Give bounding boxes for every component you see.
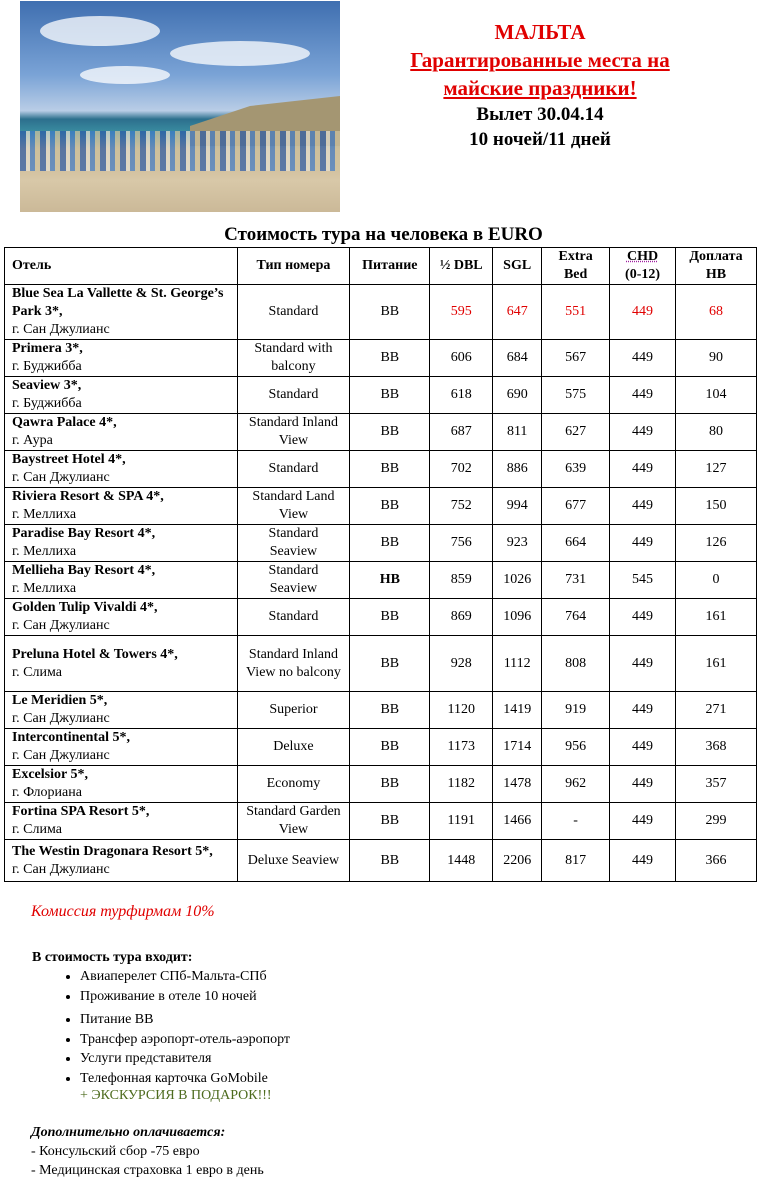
table-row: [5, 525, 757, 562]
price-sgl: 923: [493, 525, 542, 562]
hotel-city: г. Сан Джулианс: [12, 618, 110, 633]
hotel-cell: [5, 729, 238, 766]
room-type: Standard: [237, 451, 350, 488]
hotel-name: Blue Sea La Vallette & St. George’s Park 3*,: [12, 286, 224, 319]
price-table: [4, 247, 757, 882]
price-chd: 449: [610, 803, 676, 840]
hotel-city: г. Сан Джулианс: [12, 861, 110, 877]
hotel-cell: [5, 285, 238, 340]
meal-plan: BB: [350, 692, 430, 729]
price-half-dbl: 1182: [430, 766, 493, 803]
price-chd: 449: [610, 692, 676, 729]
departure-date: Вылет 30.04.14: [476, 104, 604, 125]
included-item: • Телефонная карточка GoMobile: [80, 1069, 290, 1089]
room-type: Standard: [237, 285, 350, 340]
room-type: Economy: [237, 766, 350, 803]
hotel-cell: [5, 414, 238, 451]
title-block: [380, 18, 700, 152]
price-hb-supplement: 299: [676, 803, 757, 840]
price-hb-supplement: 161: [676, 599, 757, 636]
price-chd: 449: [610, 729, 676, 766]
hotel-cell: [5, 803, 238, 840]
table-row: [5, 451, 757, 488]
table-row: [5, 636, 757, 692]
room-type: Standard Garden View: [237, 803, 350, 840]
table-row: [5, 692, 757, 729]
included-list: [54, 967, 290, 1088]
col-room-type: Тип номера: [237, 248, 350, 285]
extra-costs-title: Дополнительно оплачивается:: [31, 1125, 226, 1140]
price-extra-bed: 808: [542, 636, 610, 692]
hotel-cell: [5, 636, 238, 692]
meal-plan: BB: [350, 525, 430, 562]
hotel-name: Fortina SPA Resort 5*,: [12, 804, 150, 819]
table-row: [5, 414, 757, 451]
room-type: Standard Inland View: [237, 414, 350, 451]
hotel-name: Seaview 3*,: [12, 378, 82, 393]
price-hb-supplement: 126: [676, 525, 757, 562]
meal-plan: BB: [350, 451, 430, 488]
hotel-cell: [5, 377, 238, 414]
col-meal: Питание: [350, 248, 430, 285]
meal-plan: BB: [350, 803, 430, 840]
price-extra-bed: 575: [542, 377, 610, 414]
table-row: [5, 840, 757, 882]
hotel-city: г. Сан Джулианс: [12, 322, 110, 337]
room-type: Standard Seaview: [237, 562, 350, 599]
price-hb-supplement: 271: [676, 692, 757, 729]
included-item: • Услуги представителя: [80, 1049, 290, 1069]
hotel-cell: [5, 562, 238, 599]
table-row: [5, 285, 757, 340]
col-half-dbl: ½ DBL: [430, 248, 493, 285]
price-extra-bed: 764: [542, 599, 610, 636]
price-sgl: 886: [493, 451, 542, 488]
tour-duration: 10 ночей/11 дней: [469, 129, 611, 150]
price-half-dbl: 687: [430, 414, 493, 451]
promo-line-2: майские праздники!: [443, 76, 637, 100]
room-type: Standard with balcony: [237, 340, 350, 377]
price-hb-supplement: 366: [676, 840, 757, 882]
price-sgl: 1466: [493, 803, 542, 840]
price-chd: 449: [610, 377, 676, 414]
meal-plan: BB: [350, 414, 430, 451]
table-row: [5, 729, 757, 766]
price-sgl: 994: [493, 488, 542, 525]
price-chd: 449: [610, 599, 676, 636]
meal-plan: BB: [350, 285, 430, 340]
price-hb-supplement: 161: [676, 636, 757, 692]
room-type: Deluxe Seaview: [237, 840, 350, 882]
price-hb-supplement: 90: [676, 340, 757, 377]
col-extra-bed: Extra Bed: [542, 248, 610, 285]
included-item: • Трансфер аэропорт-отель-аэропорт: [80, 1030, 290, 1050]
price-sgl: 1478: [493, 766, 542, 803]
room-type: Standard Seaview: [237, 525, 350, 562]
hotel-city: г. Буджибба: [12, 359, 82, 374]
hotel-cell: [5, 599, 238, 636]
included-item: • Проживание в отеле 10 ночей: [80, 987, 290, 1007]
price-extra-bed: 639: [542, 451, 610, 488]
col-sgl: SGL: [493, 248, 542, 285]
price-half-dbl: 1120: [430, 692, 493, 729]
room-type: Superior: [237, 692, 350, 729]
hotel-name: Riviera Resort & SPA 4*,: [12, 489, 164, 504]
price-extra-bed: 627: [542, 414, 610, 451]
price-half-dbl: 1191: [430, 803, 493, 840]
included-item: • Питание ВВ: [80, 1010, 290, 1030]
table-row: [5, 562, 757, 599]
hotel-name: Golden Tulip Vivaldi 4*,: [12, 600, 158, 615]
price-sgl: 684: [493, 340, 542, 377]
price-hb-supplement: 368: [676, 729, 757, 766]
price-extra-bed: 731: [542, 562, 610, 599]
price-half-dbl: 618: [430, 377, 493, 414]
hotel-name: Qawra Palace 4*,: [12, 415, 117, 430]
price-extra-bed: 551: [542, 285, 610, 340]
price-chd: 449: [610, 766, 676, 803]
hotel-city: г. Сан Джулианс: [12, 711, 110, 726]
hotel-city: г. Меллиха: [12, 507, 77, 522]
hotel-name: Le Meridien 5*,: [12, 693, 108, 708]
chd-label: CHD: [626, 249, 659, 264]
price-half-dbl: 702: [430, 451, 493, 488]
price-hb-supplement: 150: [676, 488, 757, 525]
hotel-city: г. Слима: [12, 822, 62, 837]
beach-photo: [20, 1, 340, 212]
table-caption: Стоимость тура на человека в EURO: [224, 224, 543, 245]
price-extra-bed: 956: [542, 729, 610, 766]
room-type: Deluxe: [237, 729, 350, 766]
hotel-name: Excelsior 5*,: [12, 767, 88, 782]
price-sgl: 1112: [493, 636, 542, 692]
hotel-name: Primera 3*,: [12, 341, 83, 356]
price-sgl: 1419: [493, 692, 542, 729]
meal-plan: BB: [350, 340, 430, 377]
room-type: Standard: [237, 377, 350, 414]
price-chd: 449: [610, 488, 676, 525]
chd-age: (0-12): [625, 267, 661, 282]
table-row: [5, 803, 757, 840]
price-chd: 449: [610, 340, 676, 377]
col-hotel: Отель: [5, 248, 238, 285]
price-half-dbl: 606: [430, 340, 493, 377]
price-half-dbl: 595: [430, 285, 493, 340]
included-title: В стоимость тура входит:: [32, 950, 193, 965]
price-half-dbl: 756: [430, 525, 493, 562]
price-extra-bed: 817: [542, 840, 610, 882]
hotel-name: Mellieha Bay Resort 4*,: [12, 563, 156, 578]
price-chd: 449: [610, 636, 676, 692]
hotel-cell: [5, 840, 238, 882]
included-item: • Авиаперелет СПб-Мальта-СПб: [80, 967, 290, 987]
price-sgl: 1096: [493, 599, 542, 636]
hotel-city: г. Аура: [12, 433, 53, 448]
hotel-cell: [5, 692, 238, 729]
hotel-name: Paradise Bay Resort 4*,: [12, 526, 156, 541]
hotel-cell: [5, 766, 238, 803]
hotel-city: г. Сан Джулианс: [12, 470, 110, 485]
price-hb-supplement: 68: [676, 285, 757, 340]
price-chd: 449: [610, 840, 676, 882]
price-sgl: 2206: [493, 840, 542, 882]
price-half-dbl: 1448: [430, 840, 493, 882]
col-hb-supplement: Доплата HB: [676, 248, 757, 285]
hotel-city: г. Сан Джулианс: [12, 748, 110, 763]
meal-plan: BB: [350, 599, 430, 636]
hotel-city: г. Меллиха: [12, 581, 77, 596]
hotel-name: Preluna Hotel & Towers 4*,: [12, 646, 178, 662]
price-hb-supplement: 127: [676, 451, 757, 488]
country-title: МАЛЬТА: [494, 20, 586, 44]
hotel-cell: [5, 525, 238, 562]
price-chd: 545: [610, 562, 676, 599]
meal-plan: BB: [350, 488, 430, 525]
col-chd: [610, 248, 676, 285]
price-sgl: 690: [493, 377, 542, 414]
price-chd: 449: [610, 451, 676, 488]
price-sgl: 1026: [493, 562, 542, 599]
price-extra-bed: 664: [542, 525, 610, 562]
price-extra-bed: 919: [542, 692, 610, 729]
price-half-dbl: 1173: [430, 729, 493, 766]
room-type: Standard Inland View no balcony: [237, 636, 350, 692]
price-hb-supplement: 80: [676, 414, 757, 451]
commission-note: Комиссия турфирмам 10%: [31, 903, 215, 920]
price-hb-supplement: 357: [676, 766, 757, 803]
meal-plan: BB: [350, 377, 430, 414]
price-half-dbl: 859: [430, 562, 493, 599]
room-type: Standard: [237, 599, 350, 636]
price-sgl: 811: [493, 414, 542, 451]
meal-plan: BB: [350, 636, 430, 692]
table-row: [5, 599, 757, 636]
hotel-name: Baystreet Hotel 4*,: [12, 452, 126, 467]
price-extra-bed: 962: [542, 766, 610, 803]
price-chd: 449: [610, 414, 676, 451]
hotel-name: Intercontinental 5*,: [12, 730, 130, 745]
meal-plan: HB: [350, 562, 430, 599]
room-type: Standard Land View: [237, 488, 350, 525]
table-header-row: [5, 248, 757, 285]
price-extra-bed: 677: [542, 488, 610, 525]
gift-excursion: + ЭКСКУРСИЯ В ПОДАРОК!!!: [80, 1088, 272, 1103]
price-chd: 449: [610, 525, 676, 562]
hotel-cell: [5, 340, 238, 377]
price-hb-supplement: 104: [676, 377, 757, 414]
extra-cost-insurance: - Медицинская страховка 1 евро в день: [31, 1163, 264, 1178]
price-hb-supplement: 0: [676, 562, 757, 599]
hotel-city: г. Флориана: [12, 785, 82, 800]
hotel-cell: [5, 451, 238, 488]
table-row: [5, 377, 757, 414]
price-sgl: 647: [493, 285, 542, 340]
hotel-city: г. Буджибба: [12, 396, 82, 411]
table-row: [5, 340, 757, 377]
extra-cost-consular: - Консульский сбор -75 евро: [31, 1144, 200, 1159]
hotel-city: г. Слима: [12, 664, 62, 680]
meal-plan: BB: [350, 729, 430, 766]
price-half-dbl: 928: [430, 636, 493, 692]
hotel-cell: [5, 488, 238, 525]
meal-plan: BB: [350, 766, 430, 803]
table-row: [5, 488, 757, 525]
promo-line-1: Гарантированные места на: [410, 48, 670, 72]
price-extra-bed: -: [542, 803, 610, 840]
hotel-city: г. Меллиха: [12, 544, 77, 559]
table-row: [5, 766, 757, 803]
price-chd: 449: [610, 285, 676, 340]
meal-plan: BB: [350, 840, 430, 882]
price-half-dbl: 869: [430, 599, 493, 636]
price-sgl: 1714: [493, 729, 542, 766]
hotel-name: The Westin Dragonara Resort 5*,: [12, 843, 213, 859]
price-extra-bed: 567: [542, 340, 610, 377]
price-half-dbl: 752: [430, 488, 493, 525]
